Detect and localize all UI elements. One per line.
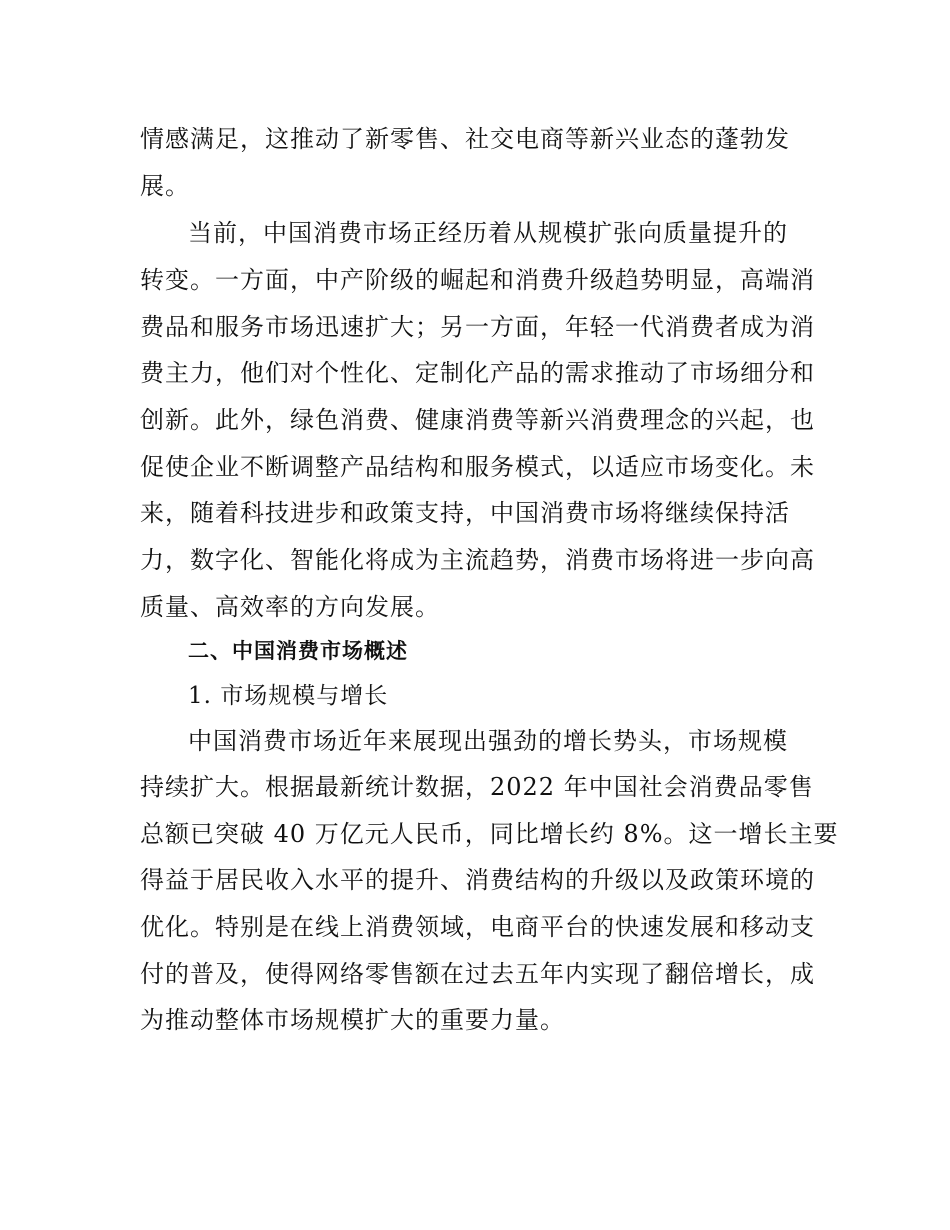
text-line: 展。 (140, 172, 190, 200)
text-line: 得益于居民收入水平的提升、消费结构的升级以及政策环境的 (140, 866, 815, 894)
text-line: 为推动整体市场规模扩大的重要力量。 (140, 1006, 565, 1034)
text-line: 质量、高效率的方向发展。 (140, 593, 440, 621)
text-line: 持续扩大。根据最新统计数据，2022 年中国社会消费品零售 (140, 773, 814, 801)
text-line: 优化。特别是在线上消费领域，电商平台的快速发展和移动支 (140, 913, 815, 941)
text-line: 转变。一方面，中产阶级的崛起和消费升级趋势明显，高端消 (140, 266, 815, 294)
text-line: 付的普及，使得网络零售额在过去五年内实现了翻倍增长，成 (140, 960, 815, 988)
text-line: 力，数字化、智能化将成为主流趋势，消费市场将进一步向高 (140, 546, 815, 574)
text-line: 创新。此外，绿色消费、健康消费等新兴消费理念的兴起，也 (140, 406, 815, 434)
text-line: 当前，中国消费市场正经历着从规模扩张向质量提升的 (188, 219, 788, 247)
section-heading: 二、中国消费市场概述 (188, 639, 408, 663)
text-line: 费品和服务市场迅速扩大；另一方面，年轻一代消费者成为消 (140, 313, 815, 341)
text-line: 促使企业不断调整产品结构和服务模式，以适应市场变化。未 (140, 453, 815, 481)
text-line: 来，随着科技进步和政策支持，中国消费市场将继续保持活 (140, 499, 790, 527)
text-line: 费主力，他们对个性化、定制化产品的需求推动了市场细分和 (140, 359, 815, 387)
subsection-heading: 1. 市场规模与增长 (188, 683, 389, 709)
text-line: 总额已突破 40 万亿元人民币，同比增长约 8%。这一增长主要 (140, 820, 839, 848)
text-line: 情感满足，这推动了新零售、社交电商等新兴业态的蓬勃发 (140, 125, 790, 153)
text-line: 中国消费市场近年来展现出强劲的增长势头，市场规模 (188, 727, 788, 755)
